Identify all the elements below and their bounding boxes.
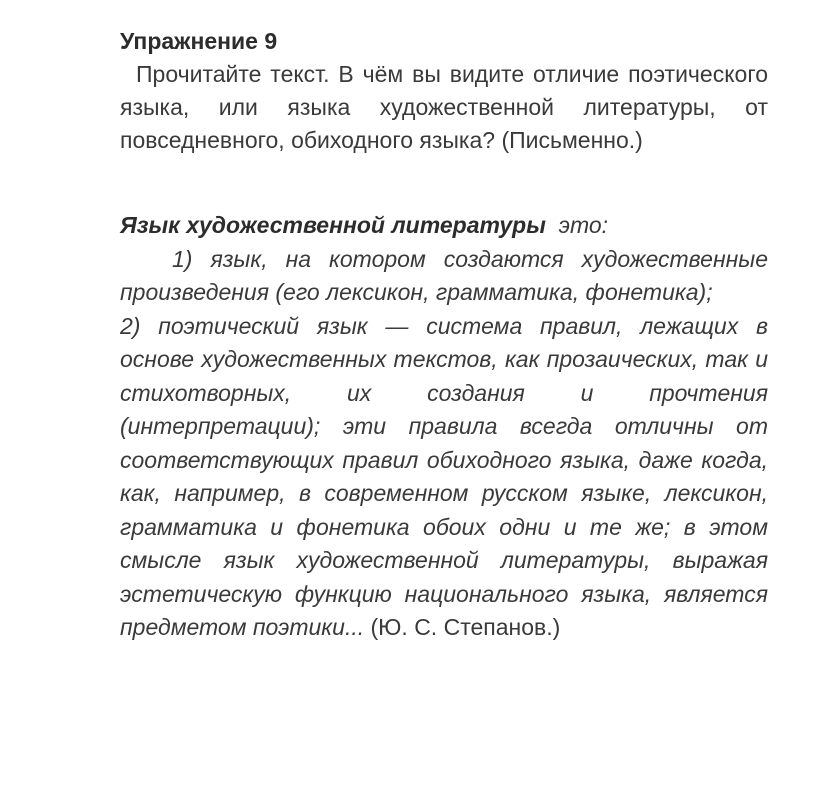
definition-heading bbox=[120, 209, 768, 243]
definition-item-2 bbox=[120, 310, 768, 645]
definition-attribution: (Ю. С. Степанов.) bbox=[370, 614, 561, 640]
exercise-title: Упражнение 9 bbox=[120, 28, 278, 54]
exercise-task: Прочитайте текст. В чём вы видите отличие поэтического языка, или языка художественной литературы, от повседневного, обиходного языка? (Письменно.) bbox=[120, 61, 768, 153]
exercise-page bbox=[120, 24, 768, 645]
definition-item-1: 1) язык, на котором создаются художественные произведения (его лексикон, грамматика, фонетика); bbox=[120, 245, 768, 305]
definition-connector: это: bbox=[558, 212, 609, 238]
definition-block bbox=[120, 209, 768, 645]
definition-item-2-text: 2) поэтический язык — система правил, лежащих в основе художественных текстов, как прозаических, так и стихотворных, их создания и прочтения (интерпретации); эти правила всегда отличны от соответствующих правил обиходного языка, даже когда, как, например, в современном русском языке, лексикон, грамматика и фонетика обоих одни и те же; в этом смысле язык художественной литературы, выражая эстетическую функцию национального языка, является предметом поэтики... bbox=[120, 312, 768, 640]
definition-term: Язык художественной литературы bbox=[120, 212, 546, 238]
